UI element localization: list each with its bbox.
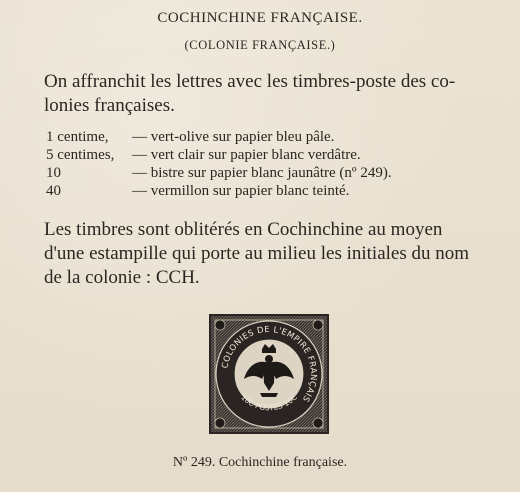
stamp-value: 5 centimes, [46,147,115,163]
stamp-list [46,128,506,200]
stamp-image [208,313,330,435]
list-item [46,182,506,200]
stamp-value: 40 [46,183,61,199]
stamp-description: — vermillon sur papier blanc teinté. [132,183,350,199]
stamp-description: — vert-olive sur papier bleu pâle. [132,129,335,145]
page-subtitle: (COLONIE FRANÇAISE.) [184,38,336,52]
stamp-description: — bistre sur papier blanc jaunâtre (nº 249). [132,165,392,181]
stamp-illustration [208,313,330,435]
paragraph-line: lonies françaises. [44,95,175,116]
stamp-value: 1 centime, [46,129,109,145]
list-item [46,164,506,182]
paragraph-line: d'une estampille qui porte au milieu les initiales du nom [44,243,470,264]
figure-caption: Nº 249. Cochinchine française. [172,455,348,470]
paragraph-line: On affranchit les lettres avec les timbres-poste des co- [44,71,456,92]
paragraph-line: de la colonie : CCH. [44,267,200,288]
page-title: COCHINCHINE FRANÇAISE. [157,10,363,26]
paragraph-line: Les timbres sont oblitérés en Cochinchine au moyen [44,219,443,240]
paragraph-obliteration [28,218,498,290]
list-item [46,128,506,146]
stamp-value: 10 [46,165,61,181]
stamp-ring-text: COLONIES DE L'EMPIRE FRANÇAIS [219,323,320,405]
list-item [46,146,506,164]
stamp-description: — vert clair sur papier blanc verdâtre. [132,147,361,163]
stamp-value-text: 10C POSTES 10C [239,392,299,413]
paragraph-affranchissement [28,70,498,118]
